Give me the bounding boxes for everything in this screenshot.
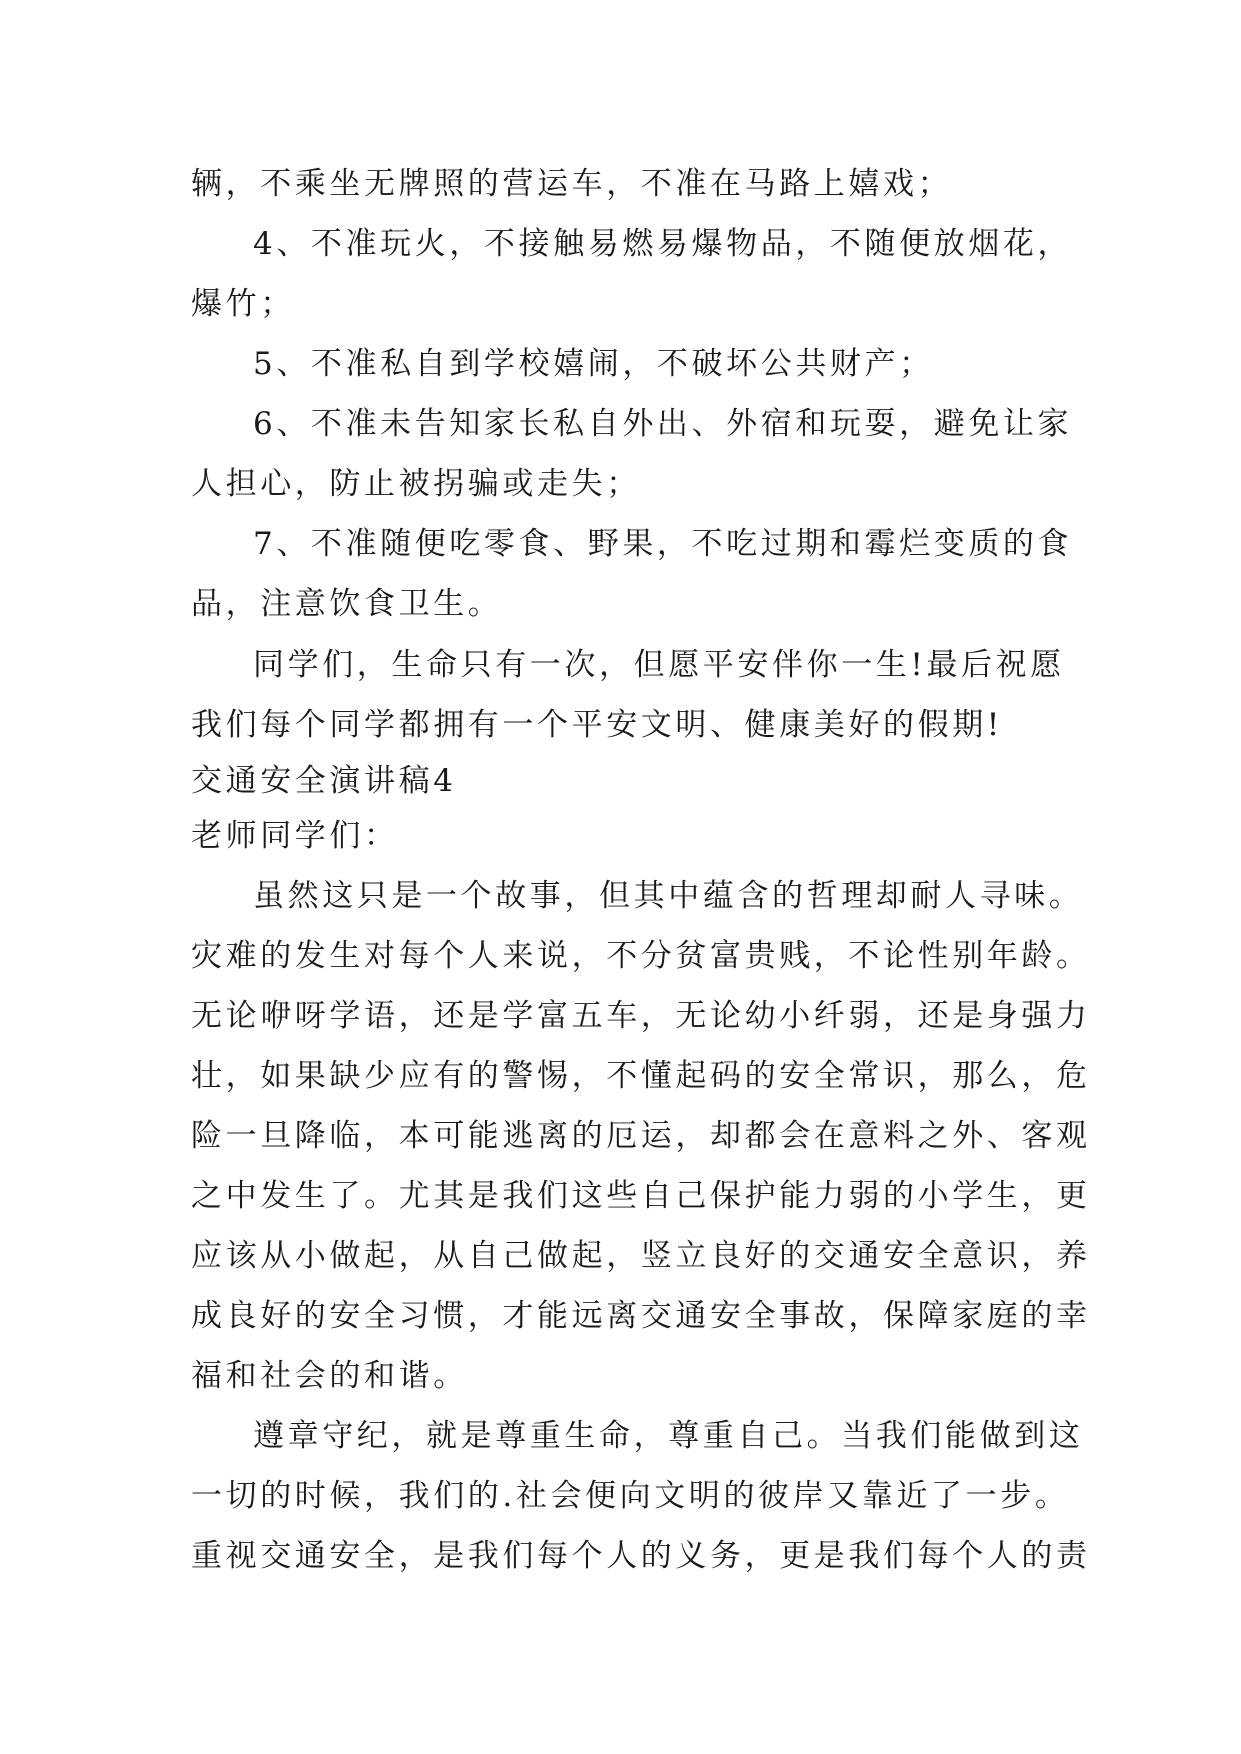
- text-line: 之中发生了。尤其是我们这些自己保护能力弱的小学生，更: [191, 1178, 1091, 1214]
- text-line: 福和社会的和谐。: [191, 1358, 468, 1394]
- text-line: 无论咿呀学语，还是学富五车，无论幼小纤弱，还是身强力: [191, 998, 1091, 1034]
- text-line: 应该从小做起，从自己做起，竖立良好的交通安全意识，养: [191, 1238, 1091, 1274]
- text-line: 重视交通安全，是我们每个人的义务，更是我们每个人的责: [191, 1538, 1091, 1574]
- text-line: 虽然这只是一个故事，但其中蕴含的哲理却耐人寻味。: [253, 878, 1084, 914]
- text-line: 我们每个同学都拥有一个平安文明、健康美好的假期!: [191, 707, 1003, 743]
- text-line: 7、不准随便吃零食、野果，不吃过期和霉烂变质的食: [253, 526, 1073, 562]
- text-line: 同学们，生命只有一次，但愿平安伴你一生!最后祝愿: [253, 647, 1065, 683]
- text-line: 壮，如果缺少应有的警惕，不懂起码的安全常识，那么，危: [191, 1058, 1091, 1094]
- text-line: 5、不准私自到学校嬉闹，不破坏公共财产；: [253, 346, 934, 382]
- text-line: 遵章守纪，就是尊重生命，尊重自己。当我们能做到这: [253, 1418, 1084, 1454]
- text-line: 险一旦降临，本可能逃离的厄运，却都会在意料之外、客观: [191, 1118, 1091, 1154]
- text-line: 人担心，防止被拐骗或走失；: [191, 466, 641, 502]
- salutation: 老师同学们：: [191, 818, 399, 854]
- text-line: 6、不准未告知家长私自外出、外宿和玩耍，避免让家: [253, 406, 1073, 442]
- text-line: 灾难的发生对每个人来说，不分贫富贵贱，不论性别年龄。: [191, 938, 1091, 974]
- text-line: 品，注意饮食卫生。: [191, 586, 503, 622]
- text-line: 4、不准玩火，不接触易燃易爆物品，不随便放烟花，: [253, 226, 1073, 262]
- text-line: 一切的时候，我们的.社会便向文明的彼岸又靠近了一步。: [191, 1478, 1070, 1514]
- section-heading: 交通安全演讲稿4: [191, 763, 457, 799]
- text-line: 成良好的安全习惯，才能远离交通安全事故，保障家庭的幸: [191, 1298, 1091, 1334]
- text-line: 辆，不乘坐无牌照的营运车，不准在马路上嬉戏；: [191, 166, 953, 202]
- text-line: 爆竹；: [191, 286, 295, 322]
